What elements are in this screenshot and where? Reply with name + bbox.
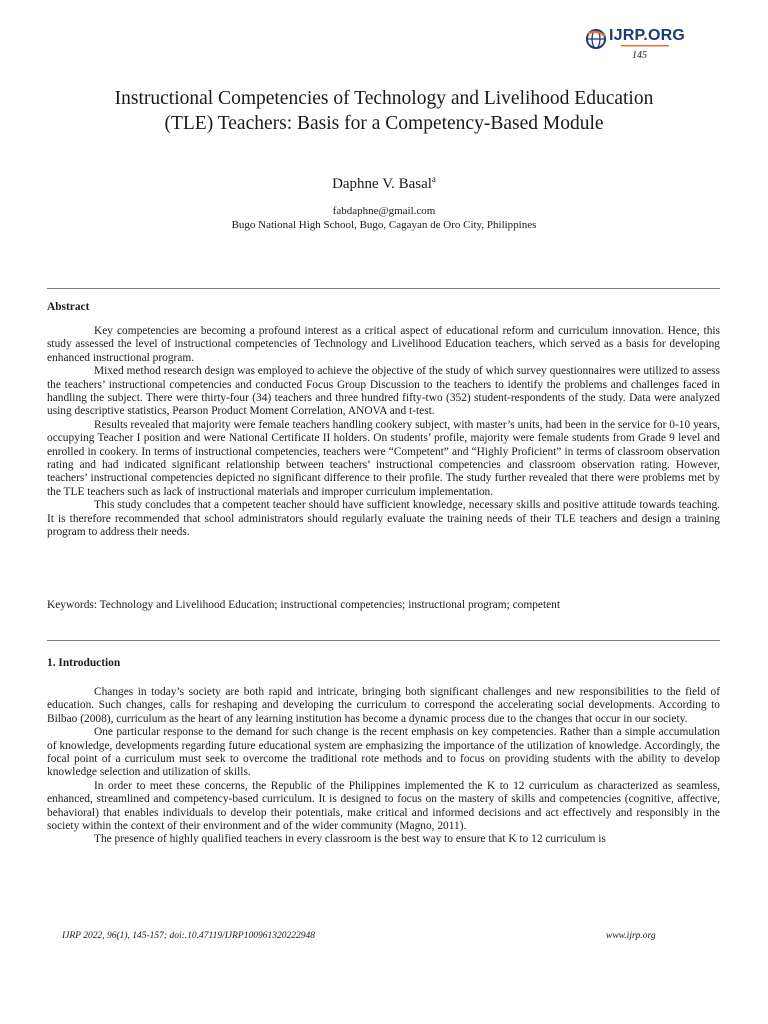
abstract-paragraph: This study concludes that a competent teacher should have sufficient knowledge, necessary skills and positive attitude towards teaching. It is therefore recommended that school administrators should regularly evaluate the training needs of their TLE teachers and design a training program to address their needs. — [47, 499, 720, 539]
introduction-heading: 1. Introduction — [47, 657, 121, 669]
paper-title — [40, 86, 728, 136]
introduction-paragraph: The presence of highly qualified teachers in every classroom is the best way to ensure that K to 12 curriculum is — [94, 833, 606, 846]
introduction-body — [47, 686, 720, 847]
divider-top — [47, 288, 720, 289]
author-superscript: a — [431, 174, 436, 184]
title-line-2: (TLE) Teachers: Basis for a Competency-Based Module — [164, 113, 604, 134]
abstract-body — [47, 325, 720, 540]
introduction-paragraph: Changes in today’s society are both rapid and intricate, bringing both significant challenges and new responsibilities to the field of education. Such changes, calls for reshaping and developing the curriculum to correspond the accelerating social developments. According to Bilbao (2008), curriculum as the heart of any learning institution has become a dynamic process due to the changes that occur in our society. — [47, 686, 720, 725]
author-email: fabdaphne@gmail.com — [332, 205, 436, 217]
divider-bottom — [47, 640, 720, 641]
introduction-paragraph: In order to meet these concerns, the Republic of the Philippines implemented the K to 12 curriculum as characterized as seamless, enhanced, streamlined and competency-based curriculum. It is designed to focus on the mastery of skills and competencies (cognitive, affective, behavioral) that enables individuals to develop their potentials, make critical and informed decisions and act effectively and responsibly in the society within the context of their environment and of the wider community (Magno, 2011). — [47, 779, 720, 833]
logo-tagline-mark — [621, 45, 669, 48]
author-affiliation: Bugo National High School, Bugo, Cagayan de Oro City, Philippines — [231, 219, 537, 231]
author-line — [0, 174, 768, 193]
abstract-paragraph: Mixed method research design was employed to achieve the objective of the study of which survey questionnaires were utilized to assess the teachers’ instructional competencies and conducted Focus Group Discussion to the teachers to identify the problems and challenges faced in handling the subject. There were thirty-four (34) teachers and three hundred fifty-two (352) student-respondents of the study. Data were analyzed using descriptive statistics, Pearson Product Moment Correlation, ANOVA and t-test. — [47, 365, 720, 418]
footer-url: www.ijrp.org — [606, 931, 656, 941]
introduction-paragraph: One particular response to the demand for such change is the recent emphasis on key competencies. Rather than a simple accumulation of knowledge, developments regarding future educational system are emphasizing the importance of the utilization of knowledge. Accordingly, the focal point of a curriculum must seek to overcome the traditional rote methods and to focus on providing students with the ability to develop knowledge selection and utilization of skills. — [47, 726, 720, 779]
title-line-1: Instructional Competencies of Technology and Livelihood Education — [114, 88, 654, 109]
abstract-paragraph: Results revealed that majority were female teachers handling cookery subject, with master’s units, had been in the service for 0-10 years, occupying Teacher I position and were National Certificate II holders. On students’ profile, majority were female students from Grade 9 level and enrolled in cookery. In terms of instructional competencies, teachers were “Competent” and “Highly Proficient” in terms of classroom observation rating and had indicated significant relationship between teachers’ instructional competencies and classroom observation rating. However, teachers’ instructional competencies depicted no significant difference to their profile. The study further revealed that there were problems met by the TLE teachers such as lack of instructional materials and improper curriculum implementation. — [47, 418, 720, 498]
footer-citation: IJRP 2022, 96(1), 145-157; doi:.10.47119/IJRP100961320222948 — [62, 931, 315, 941]
abstract-heading: Abstract — [47, 301, 90, 313]
abstract-paragraph: Key competencies are becoming a profound interest as a critical aspect of educational reform and curriculum innovation. Hence, this study assessed the level of instructional competencies of Technology and Livelihood Education teachers, which served as a basis for developing enhanced instructional program. — [47, 325, 720, 364]
globe-icon — [585, 28, 607, 50]
page-number: 145 — [632, 50, 647, 61]
author-name: Daphne V. Basal — [332, 176, 432, 192]
keywords-line: Keywords: Technology and Livelihood Education; instructional competencies; instructional program; competent — [47, 599, 561, 611]
logo-text: IJRP.ORG — [609, 27, 685, 44]
